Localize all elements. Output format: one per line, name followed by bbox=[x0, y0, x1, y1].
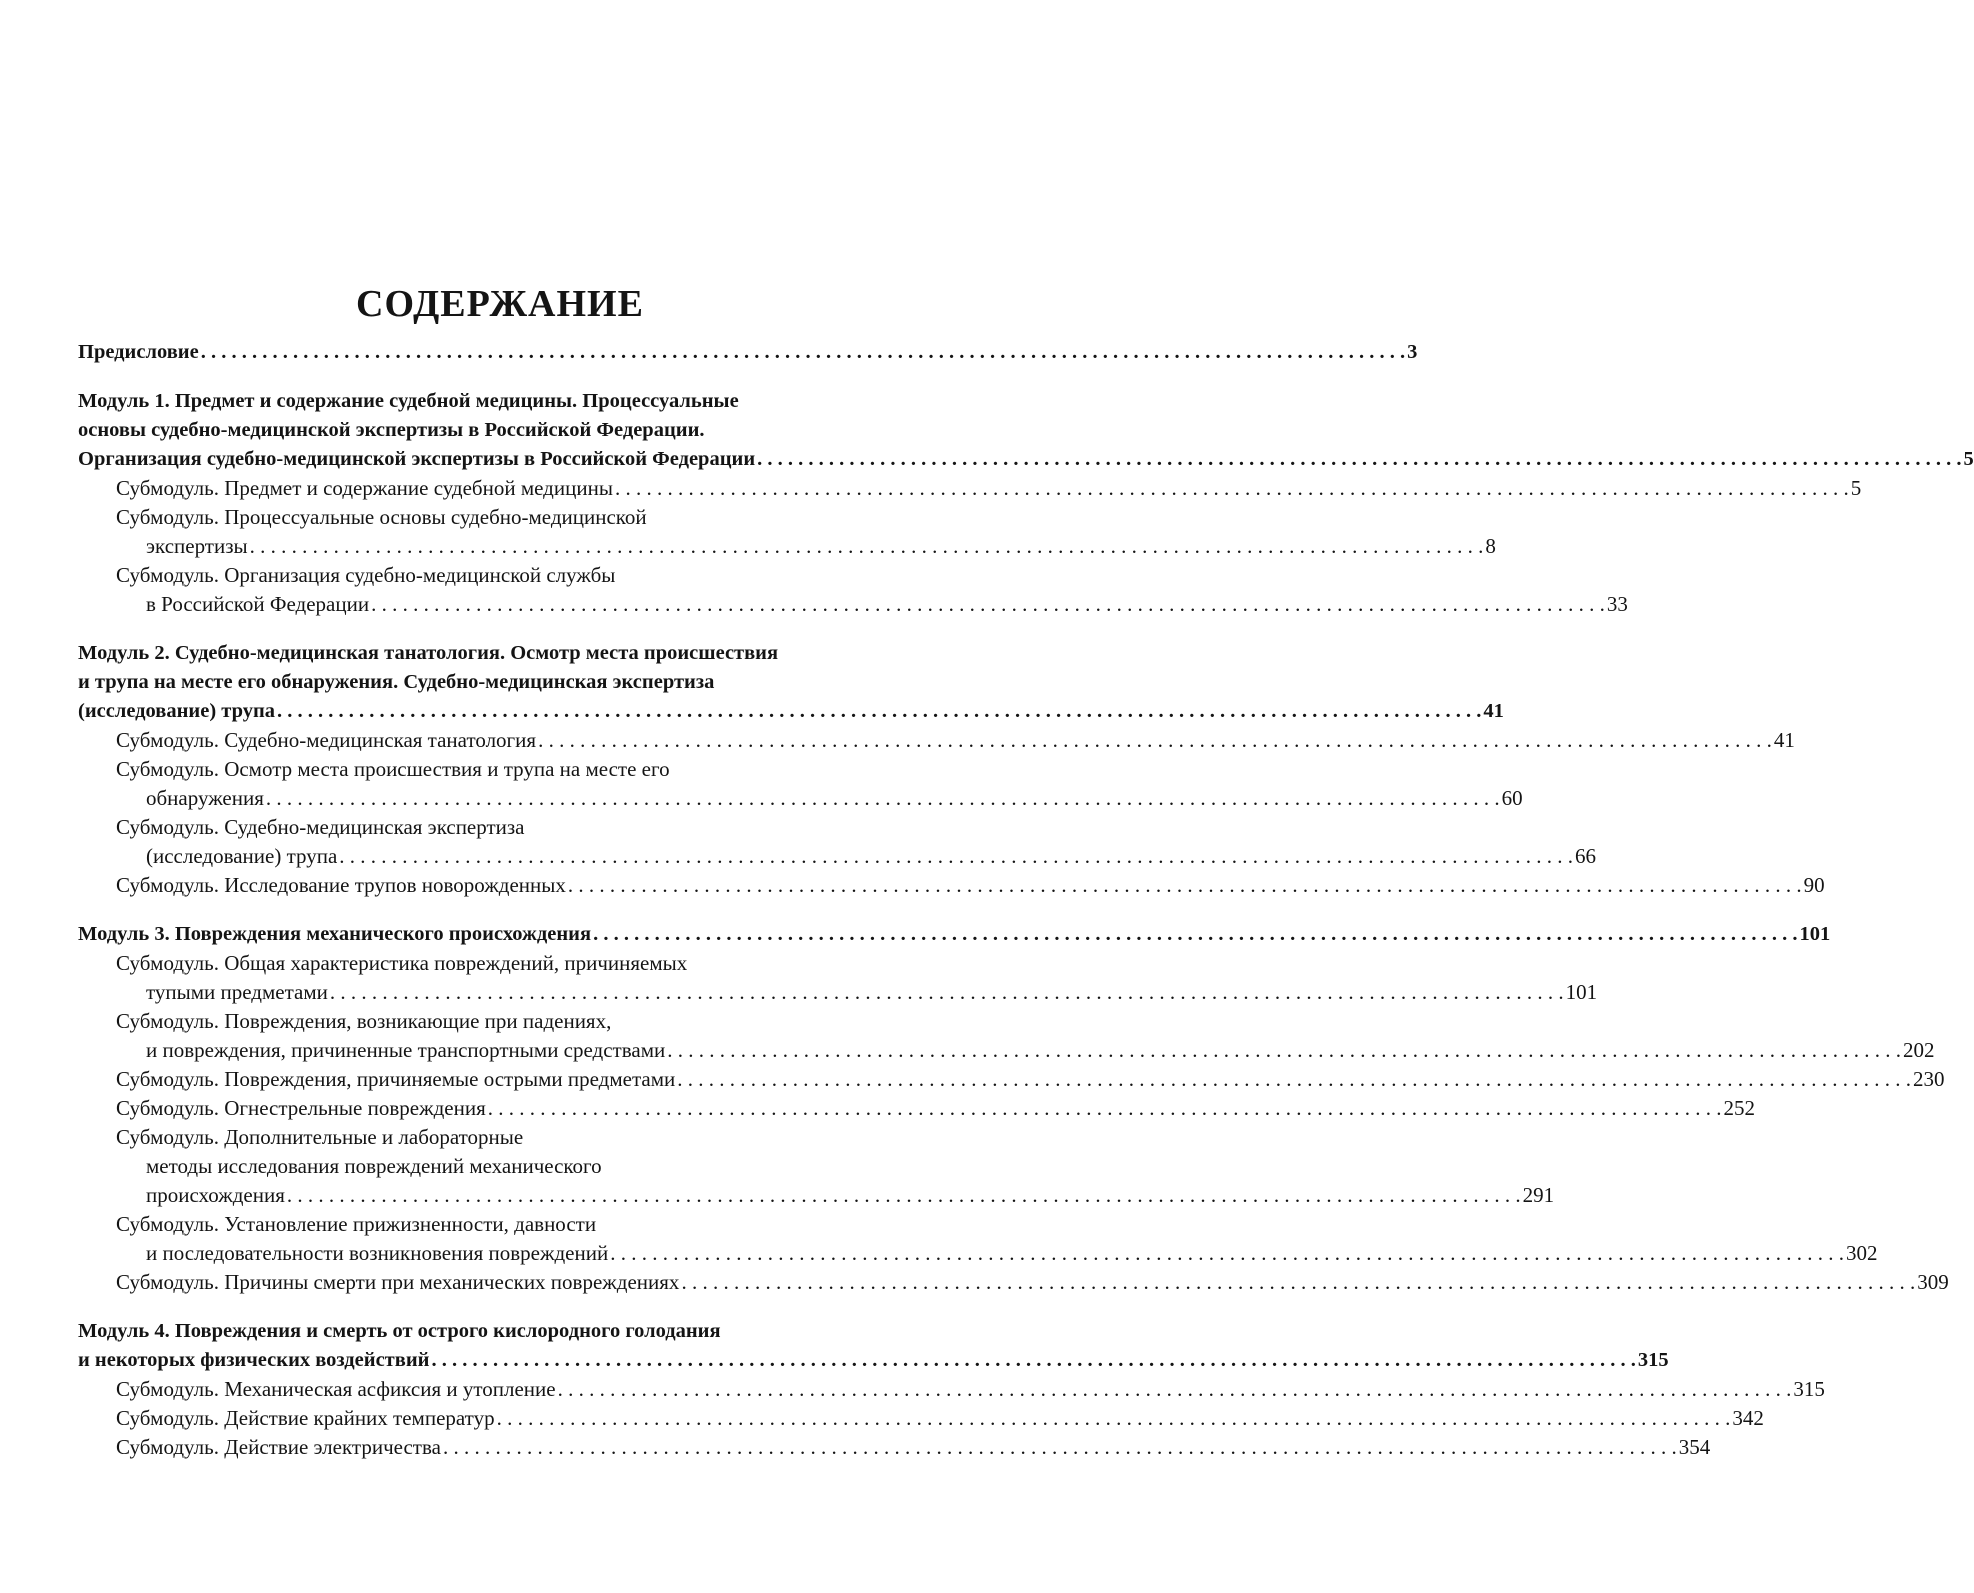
leader-dots bbox=[264, 784, 1500, 813]
submodule-line bbox=[78, 532, 1496, 561]
toc-entry-text: Субмодуль. Дополнительные и лабораторные bbox=[116, 1125, 524, 1149]
leader-dots bbox=[665, 1036, 1901, 1065]
toc-entry-text: Субмодуль. Повреждения, причиняемые острыми предметами bbox=[116, 1067, 676, 1091]
submodule-line bbox=[78, 842, 1597, 871]
submodule-line bbox=[78, 1210, 878, 1239]
table-of-contents bbox=[78, 338, 1974, 1482]
toc-entry-text: в Российской Федерации bbox=[146, 592, 370, 616]
toc-module-3 bbox=[78, 920, 1949, 1297]
toc-module-2 bbox=[78, 639, 1825, 900]
leader-dots bbox=[337, 842, 1573, 871]
leader-dots bbox=[429, 1346, 1635, 1375]
toc-page-number: 309 bbox=[1917, 1270, 1949, 1294]
module-heading-line bbox=[78, 445, 1974, 474]
toc-entry-text: Организация судебно-медицинской экспертизы в Российской Федерации bbox=[78, 448, 756, 470]
submodule-line bbox=[78, 1433, 1711, 1462]
submodule-line bbox=[78, 726, 1795, 755]
toc-entry-text: Субмодуль. Механическая асфиксия и утопление bbox=[116, 1377, 556, 1401]
toc-entry-text: и трупа на месте его обнаружения. Судебно-медицинская экспертиза bbox=[78, 671, 715, 693]
toc-entry-text: Субмодуль. Судебно-медицинская экспертиза bbox=[116, 815, 525, 839]
toc-page-number: 33 bbox=[1606, 592, 1628, 616]
submodule-line bbox=[78, 474, 1862, 503]
toc-entry-text: Субмодуль. Повреждения, возникающие при падениях, bbox=[116, 1009, 612, 1033]
toc-page-number: 60 bbox=[1501, 786, 1523, 810]
toc-entry-text: Предисловие bbox=[78, 341, 199, 363]
submodule-line bbox=[78, 949, 878, 978]
submodule-line bbox=[78, 503, 878, 532]
toc-page-number: 202 bbox=[1902, 1038, 1935, 1062]
toc-entry-text: Субмодуль. Причины смерти при механических повреждениях bbox=[116, 1270, 680, 1294]
module-heading-line bbox=[78, 416, 878, 445]
toc-page-number: 354 bbox=[1678, 1435, 1711, 1459]
leader-dots bbox=[755, 445, 1961, 474]
leader-dots bbox=[608, 1239, 1844, 1268]
toc-entry-text: Модуль 1. Предмет и содержание судебной медицины. Процессуальные bbox=[78, 390, 739, 412]
leader-dots bbox=[675, 1065, 1911, 1094]
submodule-line bbox=[78, 561, 878, 590]
toc-entry bbox=[78, 338, 1418, 367]
toc-page-number: 41 bbox=[1483, 700, 1504, 722]
submodule-line bbox=[78, 1375, 1825, 1404]
toc-entry-text: методы исследования повреждений механического bbox=[146, 1154, 602, 1178]
toc-entry-text: тупыми предметами bbox=[146, 980, 328, 1004]
submodule-line bbox=[78, 978, 1598, 1007]
leader-dots bbox=[328, 978, 1564, 1007]
page-title: СОДЕРЖАНИЕ bbox=[356, 283, 644, 325]
toc-entry-text: Субмодуль. Организация судебно-медицинской службы bbox=[116, 563, 616, 587]
toc-entry-text: Модуль 3. Повреждения механического происхождения bbox=[78, 923, 592, 945]
toc-page-number: 90 bbox=[1803, 873, 1825, 897]
leader-dots bbox=[199, 338, 1405, 367]
toc-entry-text: Субмодуль. Осмотр места происшествия и трупа на месте его bbox=[116, 757, 670, 781]
toc-entry-text: Субмодуль. Исследование трупов новорожденных bbox=[116, 873, 566, 897]
submodule-line bbox=[78, 1123, 878, 1152]
toc-preface bbox=[78, 338, 1418, 367]
toc-page-number: 252 bbox=[1723, 1096, 1755, 1120]
submodule-line bbox=[78, 784, 1523, 813]
submodule-line bbox=[78, 1239, 1878, 1268]
toc-page-number: 230 bbox=[1912, 1067, 1945, 1091]
toc-entry-text: Субмодуль. Предмет и содержание судебной медицины bbox=[116, 476, 613, 500]
toc-entry-text: и некоторых физических воздействий bbox=[78, 1349, 430, 1371]
toc-entry-text: Субмодуль. Действие электричества bbox=[116, 1435, 441, 1459]
toc-entry-text: и повреждения, причиненные транспортными средствами bbox=[146, 1038, 666, 1062]
module-heading-line bbox=[78, 387, 878, 416]
toc-page-number: 101 bbox=[1565, 980, 1598, 1004]
toc-entry-text: Модуль 2. Судебно-медицинская танатология. Осмотр места происшествия bbox=[78, 642, 779, 664]
submodule-line bbox=[78, 813, 878, 842]
toc-page-number: 291 bbox=[1522, 1183, 1555, 1207]
toc-entry-text: (исследование) трупа bbox=[146, 844, 338, 868]
leader-dots bbox=[441, 1433, 1677, 1462]
toc-module-1 bbox=[78, 387, 1974, 619]
toc-entry-text: экспертизы bbox=[146, 534, 248, 558]
leader-dots bbox=[285, 1181, 1521, 1210]
toc-entry-text: и последовательности возникновения повреждений bbox=[146, 1241, 609, 1265]
leader-dots bbox=[275, 697, 1481, 726]
submodule-line bbox=[78, 871, 1825, 900]
toc-entry-text: Субмодуль. Огнестрельные повреждения bbox=[116, 1096, 486, 1120]
toc-entry-text: основы судебно-медицинской экспертизы в Российской Федерации. bbox=[78, 419, 705, 441]
submodule-line bbox=[78, 1036, 1935, 1065]
leader-dots bbox=[536, 726, 1772, 755]
toc-entry-text: Модуль 4. Повреждения и смерть от острого кислородного голодания bbox=[78, 1320, 721, 1342]
toc-page-number: 41 bbox=[1773, 728, 1795, 752]
leader-dots bbox=[486, 1094, 1722, 1123]
submodule-line bbox=[78, 590, 1628, 619]
toc-modules bbox=[78, 387, 1974, 1462]
toc-page-number: 315 bbox=[1637, 1349, 1669, 1371]
submodule-line bbox=[78, 1268, 1949, 1297]
submodule-line bbox=[78, 1181, 1555, 1210]
toc-page-number: 342 bbox=[1732, 1406, 1764, 1430]
submodule-line bbox=[78, 1094, 1755, 1123]
toc-entry-text: Субмодуль. Действие крайних температур bbox=[116, 1406, 495, 1430]
toc-page-number: 66 bbox=[1575, 844, 1597, 868]
leader-dots bbox=[591, 920, 1797, 949]
toc-entry-text: (исследование) трупа bbox=[78, 700, 276, 722]
toc-entry-text: Субмодуль. Установление прижизненности, давности bbox=[116, 1212, 597, 1236]
leader-dots bbox=[679, 1268, 1915, 1297]
toc-entry-text: Субмодуль. Общая характеристика повреждений, причиняемых bbox=[116, 951, 688, 975]
toc-page-number: 3 bbox=[1407, 341, 1418, 363]
toc-page-number: 315 bbox=[1793, 1377, 1825, 1401]
submodule-line bbox=[78, 1152, 878, 1181]
toc-entry-text: происхождения bbox=[146, 1183, 285, 1207]
toc-module-4 bbox=[78, 1317, 1825, 1462]
module-heading-line bbox=[78, 1346, 1669, 1375]
submodule-line bbox=[78, 755, 878, 784]
toc-entry-text: Субмодуль. Судебно-медицинская танатология bbox=[116, 728, 537, 752]
module-heading-line bbox=[78, 697, 1504, 726]
leader-dots bbox=[248, 532, 1484, 561]
leader-dots bbox=[566, 871, 1802, 900]
module-heading-line bbox=[78, 920, 1831, 949]
toc-page-number: 5 bbox=[1850, 476, 1862, 500]
leader-dots bbox=[369, 590, 1605, 619]
leader-dots bbox=[613, 474, 1849, 503]
leader-dots bbox=[556, 1375, 1792, 1404]
submodule-line bbox=[78, 1065, 1945, 1094]
toc-entry-text: обнаружения bbox=[146, 786, 264, 810]
module-heading-line bbox=[78, 1317, 878, 1346]
toc-page-number: 5 bbox=[1963, 448, 1974, 470]
toc-entry-text: Субмодуль. Процессуальные основы судебно-медицинской bbox=[116, 505, 647, 529]
toc-page-number: 101 bbox=[1799, 923, 1831, 945]
submodule-line bbox=[78, 1007, 878, 1036]
toc-page-number: 8 bbox=[1485, 534, 1496, 558]
module-heading-line bbox=[78, 668, 878, 697]
toc-page-number: 302 bbox=[1845, 1241, 1878, 1265]
leader-dots bbox=[495, 1404, 1731, 1433]
submodule-line bbox=[78, 1404, 1764, 1433]
module-heading-line bbox=[78, 639, 878, 668]
